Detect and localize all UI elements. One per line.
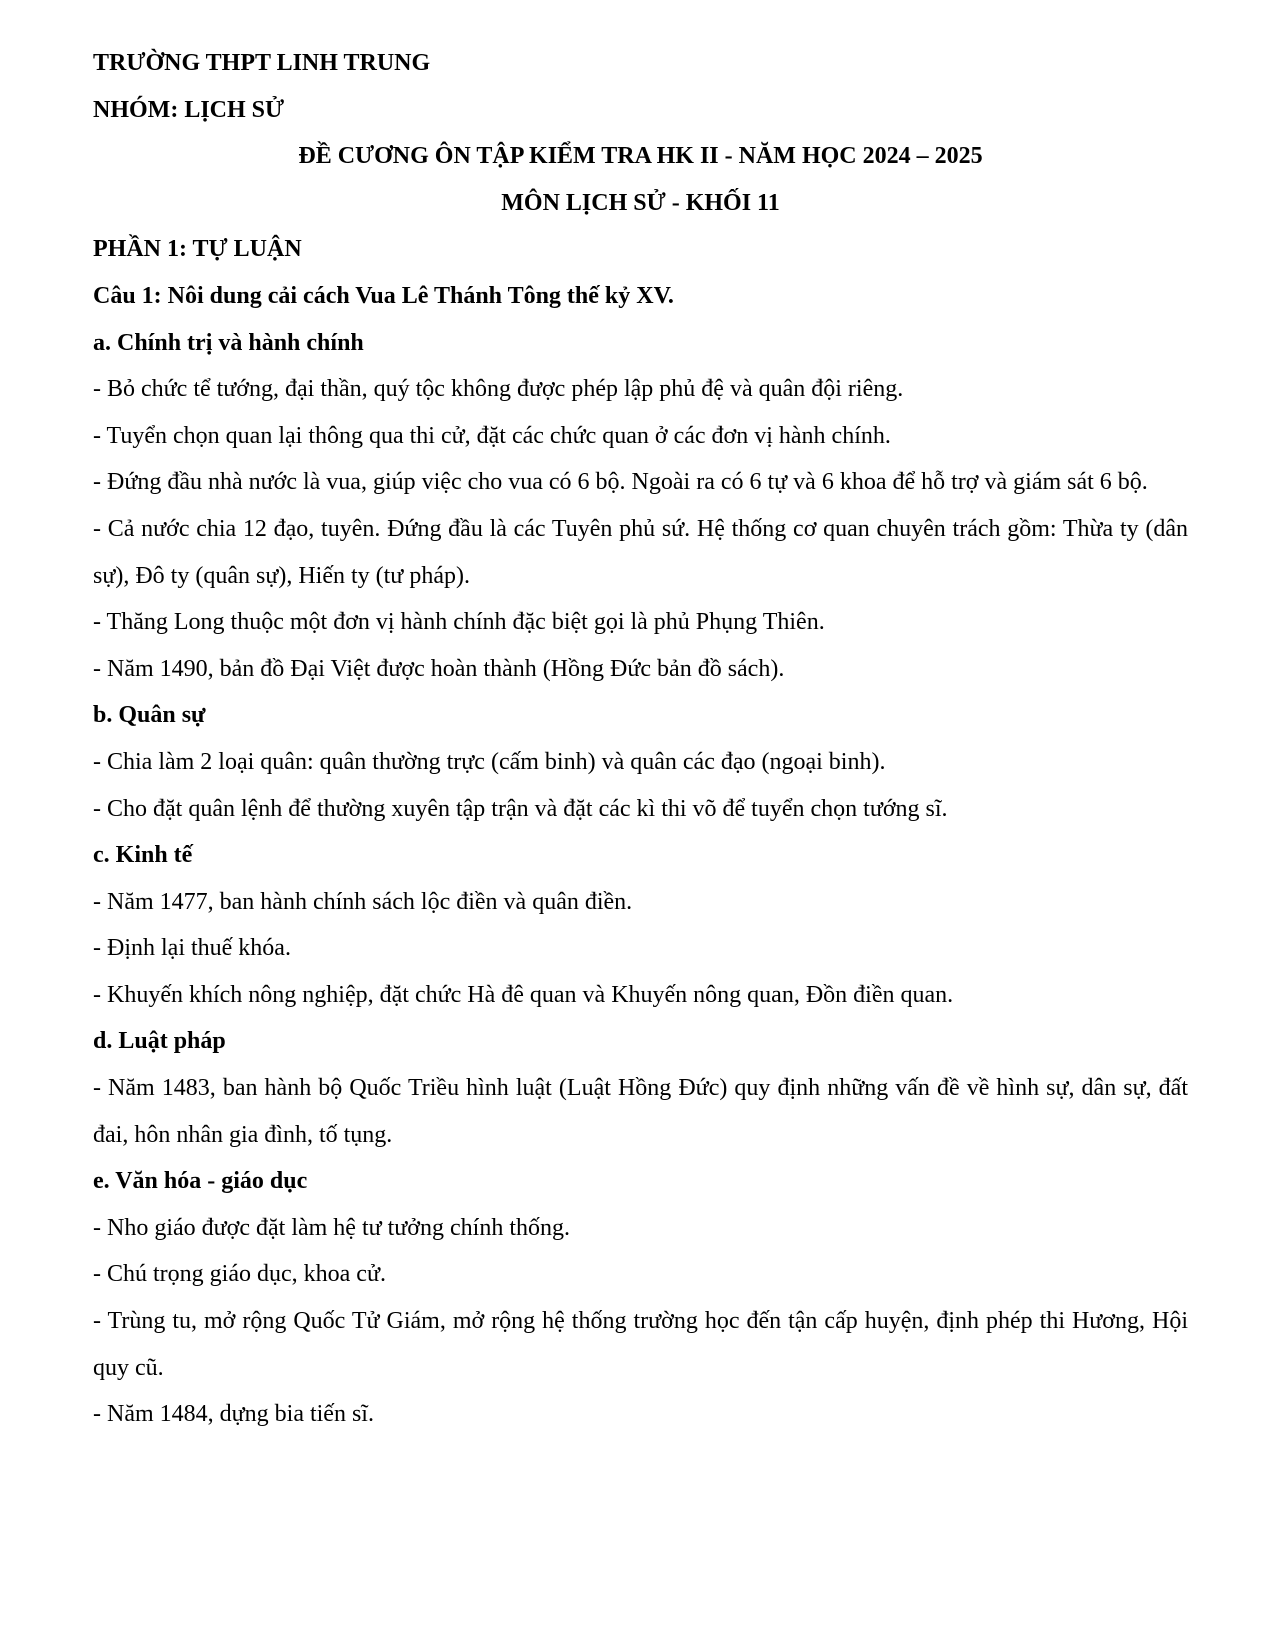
list-item: - Trùng tu, mở rộng Quốc Tử Giám, mở rộng hệ thống trường học đến tận cấp huyện, định phép thi Hương, Hội quy cũ. xyxy=(93,1308,1188,1381)
list-item: - Tuyển chọn quan lại thông qua thi cử, đặt các chức quan ở các đơn vị hành chính. xyxy=(93,422,891,449)
section-heading-military: b. Quân sự xyxy=(93,702,206,729)
list-item: - Khuyến khích nông nghiệp, đặt chức Hà đê quan và Khuyến nông quan, Đồn điền quan. xyxy=(93,981,954,1008)
list-item: - Đứng đầu nhà nước là vua, giúp việc cho vua có 6 bộ. Ngoài ra có 6 tự và 6 khoa để hỗ trợ và giám sát 6 bộ. xyxy=(93,469,1148,496)
group-name: NHÓM: LỊCH SỬ xyxy=(93,96,285,123)
question-heading: Câu 1: Nôi dung cải cách Vua Lê Thánh Tông thế kỷ XV. xyxy=(93,282,674,309)
list-item: - Bỏ chức tể tướng, đại thần, quý tộc không được phép lập phủ đệ và quân đội riêng. xyxy=(93,376,904,403)
list-item: - Năm 1490, bản đồ Đại Việt được hoàn thành (Hồng Đức bản đồ sách). xyxy=(93,655,785,682)
document-subtitle: MÔN LỊCH SỬ - KHỐI 11 xyxy=(501,189,780,216)
list-item: - Cho đặt quân lệnh để thường xuyên tập trận và đặt các kì thi võ để tuyển chọn tướng sĩ. xyxy=(93,795,948,822)
document-page xyxy=(93,40,1188,1438)
part-heading: PHẦN 1: TỰ LUẬN xyxy=(93,236,302,263)
section-heading-politics: a. Chính trị và hành chính xyxy=(93,329,364,356)
list-item: - Năm 1484, dựng bia tiến sĩ. xyxy=(93,1401,374,1428)
section-heading-law: d. Luật pháp xyxy=(93,1028,226,1055)
list-item: - Định lại thuế khóa. xyxy=(93,935,291,962)
list-item: - Nho giáo được đặt làm hệ tư tưởng chính thống. xyxy=(93,1214,570,1241)
section-heading-economy: c. Kinh tế xyxy=(93,842,193,869)
list-item: - Chú trọng giáo dục, khoa cử. xyxy=(93,1261,386,1288)
list-item: - Thăng Long thuộc một đơn vị hành chính đặc biệt gọi là phủ Phụng Thiên. xyxy=(93,609,825,636)
school-name: TRƯỜNG THPT LINH TRUNG xyxy=(93,50,431,76)
list-item: - Cả nước chia 12 đạo, tuyên. Đứng đầu là các Tuyên phủ sứ. Hệ thống cơ quan chuyên trách gồm: Thừa ty (dân sự), Đô ty (quân sự), Hiến ty (tư pháp). xyxy=(93,515,1188,589)
list-item: - Năm 1477, ban hành chính sách lộc điền và quân điền. xyxy=(93,888,633,915)
list-item: - Chia làm 2 loại quân: quân thường trực (cấm binh) và quân các đạo (ngoại binh). xyxy=(93,748,886,775)
section-heading-culture-education: e. Văn hóa - giáo dục xyxy=(93,1168,308,1195)
document-title: ĐỀ CƯƠNG ÔN TẬP KIỂM TRA HK II - NĂM HỌC 2024 – 2025 xyxy=(298,143,983,170)
list-item: - Năm 1483, ban hành bộ Quốc Triều hình luật (Luật Hồng Đức) quy định những vấn đề về hình sự, dân sự, đất đai, hôn nhân gia đình, tố tụng. xyxy=(93,1075,1188,1148)
